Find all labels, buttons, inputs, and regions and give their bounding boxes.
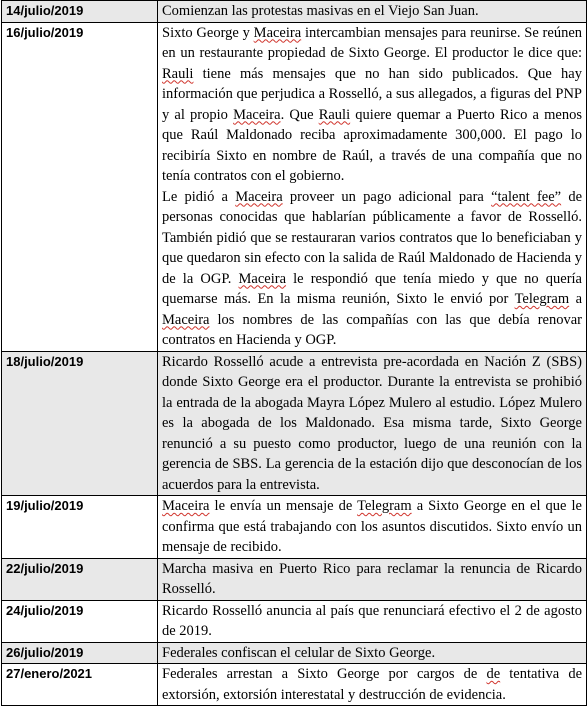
- spellcheck-flagged-word: Rauli: [162, 65, 194, 82]
- timeline-body: [2, 1, 587, 706]
- timeline-table: [1, 0, 587, 706]
- description-paragraph: [162, 664, 582, 705]
- spellcheck-flagged-word: Maceira: [162, 311, 210, 328]
- description-paragraph: [162, 559, 582, 600]
- timeline-row: [2, 642, 587, 664]
- event-description: [158, 351, 587, 496]
- text-segment: Federales arrestan a Sixto George por cargos de: [162, 666, 487, 682]
- text-segment: le respondió que tenía miedo y que no quería quemarse más. En la misma reunión, Sixto le envió por: [162, 270, 582, 307]
- text-segment: tiene más mensajes que no han sido publicados. Que hay información que perjudica a Rosselló, a sus allegados, a figuras del PNP y al propio: [162, 65, 582, 123]
- text-segment: intercambian mensajes para reunirse. Se reúnen en un restaurante propiedad de Sixto George. El productor le dice que:: [162, 24, 583, 61]
- event-date: 19/julio/2019: [2, 496, 158, 559]
- timeline-row: [2, 351, 587, 496]
- event-description: [158, 600, 587, 642]
- text-segment: quiere quemar a Puerto Rico a menos que Raúl Maldonado reciba aproximadamente 300,000. El pago lo recibiría Sixto en nombre de Raúl, a través de una compañía que no tenía contratos con el gobierno.: [162, 106, 582, 184]
- text-segment: los nombres de las compañías con las que debía renovar contratos en Hacienda y OGP.: [162, 311, 582, 348]
- spellcheck-flagged-word: Maceira: [238, 270, 287, 287]
- timeline-row: [2, 496, 587, 559]
- text-segment: Ricardo Rosselló acude a entrevista pre-acordada en Nación Z (SBS) donde Sixto George era el productor. Durante la entrevista se prohibió la entrada de la abogada Mayra López Mulero al estudio. López Mulero es la abogada de los Maldonado. Esa misma tarde, Sixto George renunció a su puesto como productor, luego de una reunión con la gerencia de SBS. La gerencia de la estación dijo que desconocían de los acuerdos para la entrevista.: [162, 353, 582, 493]
- spellcheck-flagged-word: Maceira: [253, 24, 302, 41]
- text-segment: Comienzan las protestas masivas en el Viejo San Juan.: [162, 3, 479, 19]
- event-date: 18/julio/2019: [2, 351, 158, 496]
- description-paragraph: [162, 352, 582, 496]
- text-segment: proveer un pago adicional para: [282, 188, 492, 205]
- description-paragraph: [162, 23, 582, 187]
- text-segment: a: [569, 291, 583, 307]
- event-date: 14/julio/2019: [2, 1, 158, 23]
- text-segment: de personas conocidas que hablarían públicamente a favor de Rosselló. También pidió que se restauraran varios contratos que lo beneficiaban y que quedaron sin efecto con la salida de Raúl Maldonado de Hacienda y de la OGP.: [162, 188, 582, 287]
- event-description: [158, 496, 587, 559]
- description-paragraph: [162, 643, 582, 664]
- spellcheck-flagged-word: Maceira: [162, 498, 210, 514]
- text-segment: . Que: [280, 106, 319, 123]
- event-date: 27/enero/2021: [2, 664, 158, 706]
- spellcheck-flagged-word: Telegram: [514, 291, 570, 307]
- event-description: [158, 22, 587, 351]
- spellcheck-flagged-word: Telegram: [357, 498, 412, 514]
- event-description: [158, 558, 587, 600]
- spellcheck-flagged-word: Maceira: [235, 188, 283, 205]
- event-description: [158, 642, 587, 664]
- spellcheck-flagged-word: “talent fee”: [491, 188, 562, 205]
- text-segment: le envía un mensaje de: [209, 498, 358, 514]
- event-date: 26/julio/2019: [2, 642, 158, 664]
- timeline-row: [2, 664, 587, 706]
- spellcheck-flagged-word: Maceira: [233, 106, 281, 123]
- description-paragraph: [162, 1, 582, 22]
- text-segment: Ricardo Rosselló anuncia al país que renunciará efectivo el 2 de agosto de 2019.: [162, 602, 582, 639]
- text-segment: Marcha masiva en Puerto Rico para reclamar la renuncia de Ricardo Rosselló.: [162, 560, 582, 597]
- event-description: [158, 664, 587, 706]
- event-date: 16/julio/2019: [2, 22, 158, 351]
- timeline-row: [2, 22, 587, 351]
- text-segment: Le pidió a: [162, 188, 236, 205]
- description-paragraph: [162, 187, 582, 351]
- event-description: [158, 1, 587, 23]
- spellcheck-flagged-word: Rauli: [318, 106, 351, 123]
- text-segment: Federales confiscan el celular de Sixto George.: [162, 644, 436, 661]
- description-paragraph: [162, 496, 582, 558]
- description-paragraph: [162, 601, 582, 642]
- event-date: 24/julio/2019: [2, 600, 158, 642]
- text-segment: a Sixto George en el que le confirma que está trabajando con los asuntos discutidos. Sixto envío un mensaje de recibido.: [162, 498, 582, 555]
- text-segment: Sixto George y: [162, 24, 254, 41]
- text-segment: tentativa de extorsión, extorsión interestatal y destrucción de evidencia.: [162, 666, 583, 703]
- event-date: 22/julio/2019: [2, 558, 158, 600]
- timeline-row: [2, 558, 587, 600]
- spellcheck-flagged-word: de: [486, 666, 501, 682]
- timeline-row: [2, 600, 587, 642]
- timeline-row: [2, 1, 587, 23]
